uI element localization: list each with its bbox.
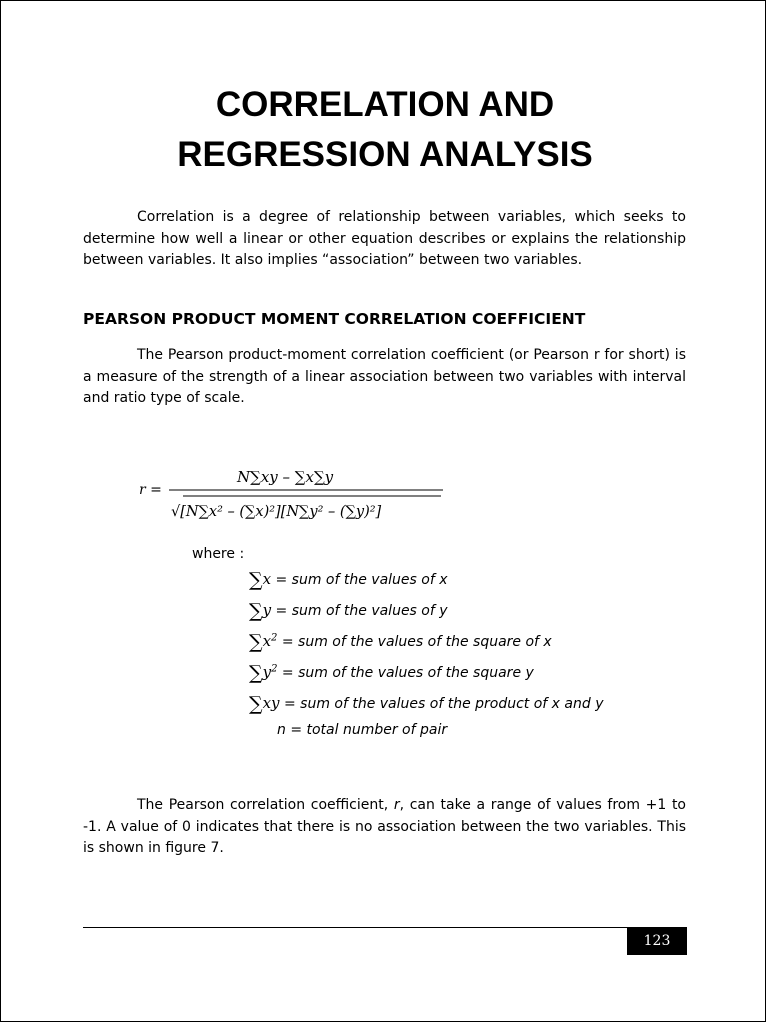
sigma-icon: ∑: [249, 693, 263, 715]
definition-n: n = total number of pair: [277, 722, 448, 738]
formula-denominator: √[N∑x² – (∑x)²][N∑y² – (∑y)²]: [171, 504, 382, 520]
definition-symbol: xy: [262, 694, 280, 712]
definition-exponent: 2: [271, 632, 278, 644]
sigma-icon: ∑: [249, 600, 263, 622]
definition-symbol: x: [262, 570, 272, 588]
definition-sum-y-squared: [249, 662, 534, 684]
definition-text: = sum of the values of the square y: [281, 665, 534, 681]
intro-paragraph: [83, 207, 686, 272]
definition-sum-y: [249, 600, 448, 622]
pearson-text: The Pearson product-moment correlation coefficient (or Pearson r for short) is a measure of the strength of a linear association between two variables with interval and ratio type of scale.: [83, 347, 686, 406]
formula-numerator: N∑xy – ∑x∑y: [237, 468, 334, 486]
closing-text-start: The Pearson correlation coefficient,: [137, 797, 394, 813]
definition-sum-x: [249, 569, 448, 591]
definition-text: = sum of the values of the square of x: [281, 634, 552, 650]
definition-text: = sum of the values of the product of x and y: [283, 696, 604, 712]
formula-lhs: r =: [139, 482, 162, 498]
pearson-formula: [131, 456, 461, 536]
closing-paragraph: [83, 795, 686, 860]
closing-text-end: , can take a range of values from +1 to -1. A value of 0 indicates that there is no association between the two variables. This is shown in figure 7.: [83, 797, 686, 856]
definition-exponent: 2: [271, 663, 278, 675]
definition-symbol: x: [262, 632, 272, 650]
title-line-1: CORRELATION AND: [215, 85, 555, 124]
definition-sum-x-squared: [249, 631, 552, 653]
definition-text: = sum of the values of y: [275, 603, 448, 619]
where-label: where :: [192, 546, 245, 562]
intro-text: Correlation is a degree of relationship between variables, which seeks to determine how well a linear or other equation describes or explains the relationship between variables. It also implies “association” between two variables.: [83, 209, 686, 268]
closing-r-symbol: r: [393, 797, 400, 813]
section-heading: PEARSON PRODUCT MOMENT CORRELATION COEFFICIENT: [83, 310, 586, 328]
sigma-icon: ∑: [249, 569, 263, 591]
sigma-icon: ∑: [249, 662, 263, 684]
definition-sum-xy: [249, 693, 604, 715]
formula-svg: [131, 456, 461, 536]
definition-symbol: y: [262, 601, 272, 619]
footer-divider: [83, 927, 687, 928]
page-number: 123: [627, 927, 687, 955]
pearson-paragraph: [83, 345, 686, 410]
sigma-icon: ∑: [249, 631, 263, 653]
definition-symbol: y: [262, 663, 272, 681]
title-line-2: REGRESSION ANALYSIS: [177, 135, 593, 174]
definition-text: = sum of the values of x: [275, 572, 448, 588]
